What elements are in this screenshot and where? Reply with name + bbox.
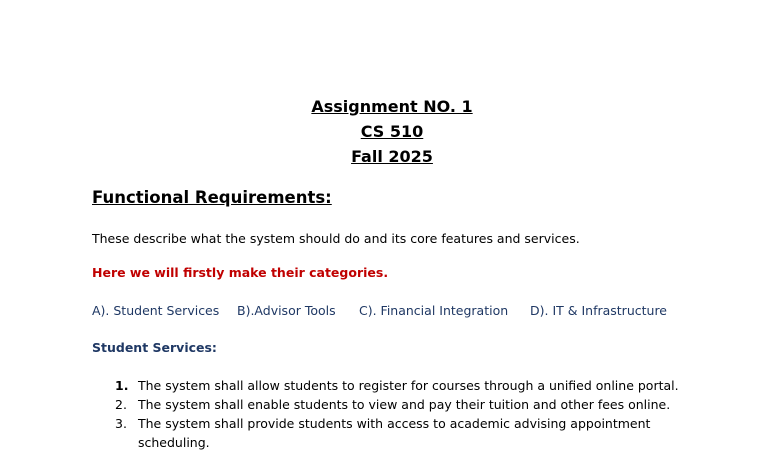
requirement-text: The system shall enable students to view and pay their tuition and other fees online. (138, 397, 671, 412)
student-services-requirements (115, 376, 715, 452)
title-block (0, 94, 784, 169)
list-number: 2. (115, 397, 127, 412)
assignment-title: Assignment NO. 1 (311, 97, 473, 116)
requirement-text: The system shall provide students with access to academic advising appointment scheduling. (138, 416, 651, 450)
category-it-infrastructure: D). IT & Infrastructure (530, 303, 667, 318)
list-item (115, 376, 715, 395)
functional-description: These describe what the system should do and its core features and services. (92, 231, 580, 246)
category-student-services: A). Student Services (92, 303, 220, 318)
categories-note: Here we will firstly make their categories. (92, 265, 389, 280)
functional-requirements-heading: Functional Requirements: (92, 188, 332, 207)
requirement-text: The system shall allow students to register for courses through a unified online portal. (138, 378, 679, 393)
list-number: 3. (115, 416, 127, 431)
list-item (115, 414, 715, 452)
list-number: 1. (115, 378, 129, 393)
category-financial-integration: C). Financial Integration (359, 303, 509, 318)
category-advisor-tools: B).Advisor Tools (237, 303, 336, 318)
course-code: CS 510 (360, 122, 424, 141)
list-item (115, 395, 715, 414)
semester: Fall 2025 (351, 147, 433, 166)
student-services-heading: Student Services: (92, 340, 217, 355)
